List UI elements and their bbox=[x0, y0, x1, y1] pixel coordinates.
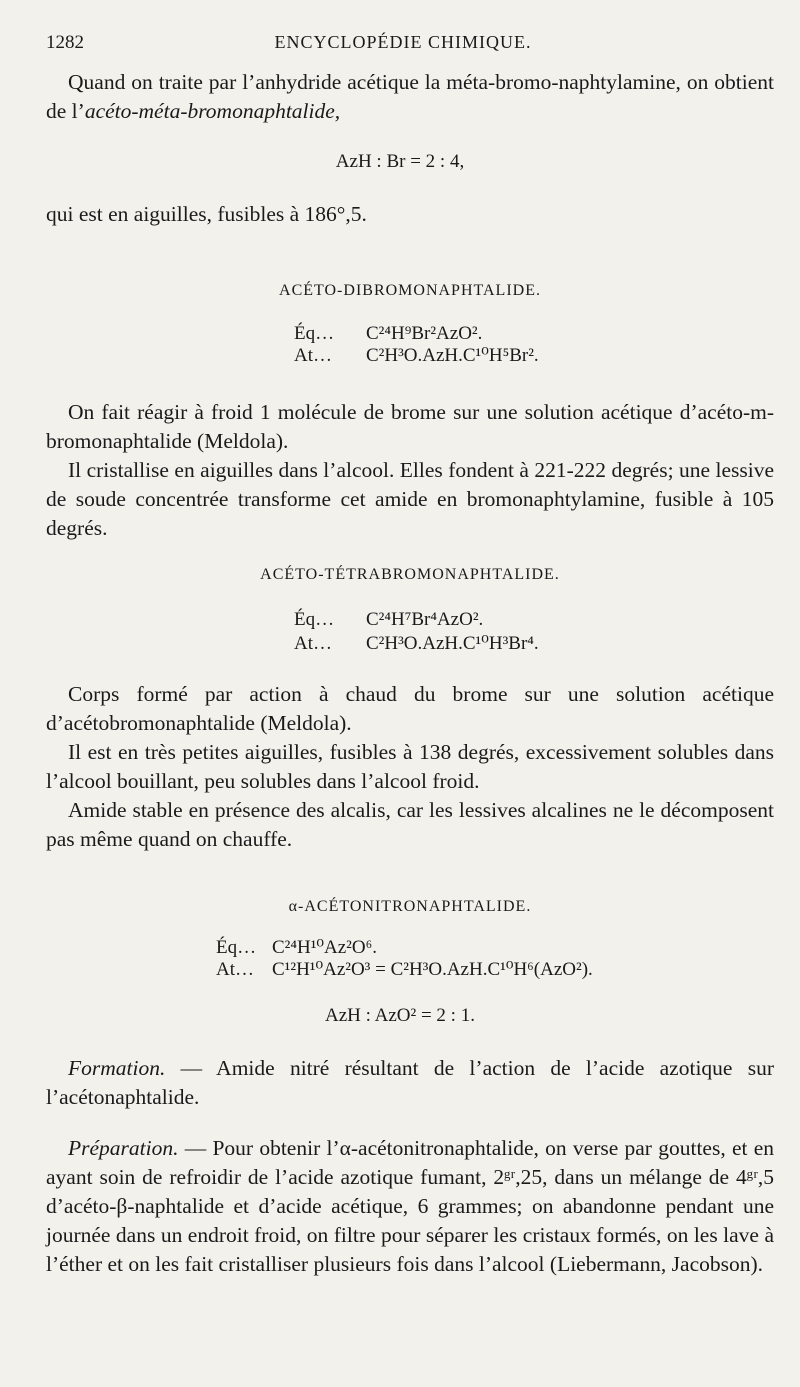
intro-text: Quand on traite par l’anhydride acétique la méta-bromo-naphtylamine, on obtient de l’ bbox=[46, 70, 774, 123]
ratio-line-1: AzH : Br = 2 : 4, bbox=[335, 151, 465, 172]
formula-eq-tetrabromo bbox=[294, 608, 483, 632]
eq-formula: C²⁴H⁹Br²AzO². bbox=[366, 323, 483, 344]
eq-formula: C²⁴H¹⁰Az²O⁶. bbox=[272, 937, 377, 958]
ratio-line-nitro: AzH : AzO² = 2 : 1. bbox=[325, 1005, 475, 1026]
formation-text: — Amide nitré résultant de l’action de l’acide azotique sur l’acétonaphtalide. bbox=[46, 1056, 774, 1109]
dibromo-para-1: On fait réagir à froid 1 molécule de brome sur une solution acétique d’acéto-m-bromonaphtalide (Meldola). bbox=[46, 400, 774, 453]
section-heading-dibromo: ACÉTO-DIBROMONAPHTALIDE. bbox=[279, 282, 541, 299]
section-heading-tetrabromo: ACÉTO-TÉTRABROMONAPHTALIDE. bbox=[260, 566, 560, 583]
tetrabromo-para-3: Amide stable en présence des alcalis, car les lessives alcalines ne le décomposent pas même quand on chauffe. bbox=[46, 798, 774, 851]
intro-paragraph bbox=[46, 68, 774, 126]
dibromo-para-2: Il cristallise en aiguilles dans l’alcool. Elles fondent à 221-222 degrés; une lessive de soude concentrée transforme cet amide en bromonaphtylamine, fusible à 105 degrés. bbox=[46, 458, 774, 540]
fusion-text: qui est en aiguilles, fusibles à 186°,5. bbox=[46, 202, 367, 226]
formula-eq-nitro bbox=[216, 936, 377, 960]
at-formula: C²H³O.AzH.C¹⁰H⁵Br². bbox=[366, 345, 539, 366]
section-heading-nitro: α-ACÉTONITRONAPHTALIDE. bbox=[288, 898, 532, 915]
formation-paragraph bbox=[46, 1054, 774, 1112]
eq-label: Éq… bbox=[294, 609, 335, 630]
page-number: 1282 bbox=[46, 32, 84, 53]
at-label: At… bbox=[294, 345, 332, 366]
formula-at-dibromo bbox=[294, 344, 539, 368]
formula-at-tetrabromo bbox=[294, 632, 539, 656]
tetrabromo-para-1: Corps formé par action à chaud du brome sur une solution acétique d’acétobromonaphtalide (Meldola). bbox=[46, 682, 774, 735]
at-formula: C²H³O.AzH.C¹⁰H³Br⁴. bbox=[366, 633, 539, 654]
at-label: At… bbox=[294, 633, 332, 654]
at-label: At… bbox=[216, 959, 254, 980]
formula-at-nitro bbox=[216, 958, 593, 982]
preparation-paragraph bbox=[46, 1134, 774, 1279]
preparation-label: Préparation. bbox=[68, 1136, 179, 1160]
dibromo-paragraphs bbox=[46, 398, 774, 543]
formula-eq-dibromo bbox=[294, 322, 482, 346]
at-formula: C¹²H¹⁰Az²O³ = C²H³O.AzH.C¹⁰H⁶(AzO²). bbox=[272, 959, 593, 980]
page-header bbox=[46, 32, 760, 56]
eq-label: Éq… bbox=[216, 937, 257, 958]
fusion-line bbox=[46, 200, 774, 229]
formation-label: Formation. bbox=[68, 1056, 166, 1080]
preparation-text: — Pour obtenir l’α-acétonitronaphtalide, on verse par gouttes, et en ayant soin de refroidir de l’acide azotique fumant, 2ᵍʳ,25, dans un mélange de 4ᵍʳ,5 d’acéto-β-naphtalide et d’acide acétique, 6 grammes; on abandonne pendant une journée dans un endroit froid, on filtre pour séparer les cristaux formés, on les lave à l’éther et on les fait cristalliser plusieurs fois dans l’alcool (Liebermann, Jacobson). bbox=[46, 1136, 774, 1276]
eq-label: Éq… bbox=[294, 323, 335, 344]
eq-formula: C²⁴H⁷Br⁴AzO². bbox=[366, 609, 484, 630]
running-title: ENCYCLOPÉDIE CHIMIQUE. bbox=[274, 32, 532, 52]
tetrabromo-paragraphs bbox=[46, 680, 774, 854]
tetrabromo-para-2: Il est en très petites aiguilles, fusibles à 138 degrés, excessivement solubles dans l’alcool bouillant, peu solubles dans l’alcool froid. bbox=[46, 740, 774, 793]
intro-term: acéto-méta-bromonaphtalide, bbox=[84, 99, 341, 123]
